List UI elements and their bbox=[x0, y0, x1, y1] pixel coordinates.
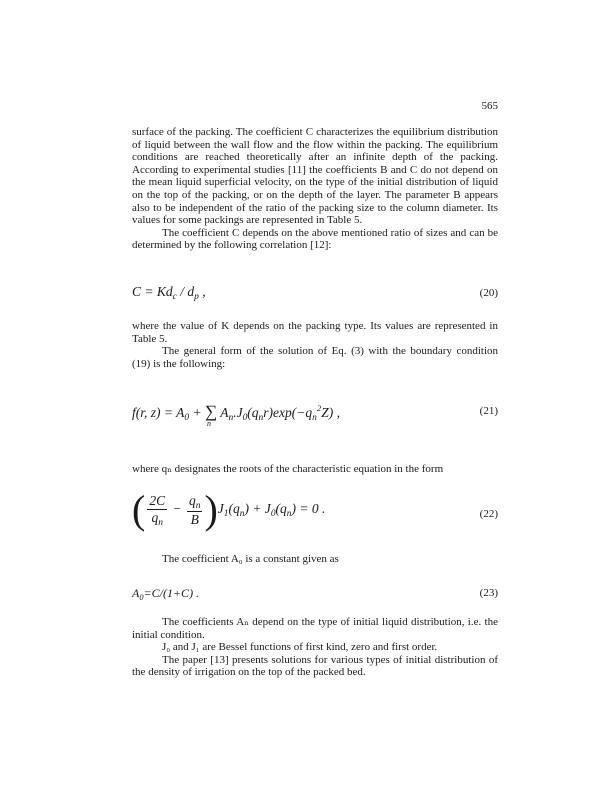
paragraph-3-text: where the value of K depends on the packing type. Its values are represented in Table 5. bbox=[132, 320, 498, 345]
paragraph-8-text: J₀ and J₁ are Bessel functions of first kind, zero and first order. bbox=[162, 641, 438, 654]
paragraph-2-text: The coefficient C depends on the above mentioned ratio of sizes and can be determined by the following correlation [12]: bbox=[132, 226, 498, 252]
equation-22-expression: ( $\frac{2C}{q_n}$ − $\frac{q_n}{B}$ )$J_1(q_n) + J_0(q_n) = 0$ . bbox=[132, 487, 326, 532]
paragraph-5 bbox=[132, 463, 498, 476]
equation-23-number: (23) bbox=[479, 587, 498, 599]
paragraph-9-text: The paper [13] presents solutions for various types of initial distribution of the density of irrigation on the top of the packed bed. bbox=[132, 653, 498, 679]
paragraph-3 bbox=[132, 320, 498, 370]
paragraph-6-text: The coefficient A₀ is a constant given as bbox=[162, 553, 339, 565]
equation-23-expression: $A_0=C/(1+C)$ . bbox=[132, 586, 200, 602]
equation-20-number: (20) bbox=[479, 287, 498, 299]
equation-21 bbox=[132, 402, 498, 432]
equation-20-expression: $C = Kd_c / d_p$ , bbox=[132, 284, 206, 302]
paragraph-1-text: surface of the packing. The coefficient C characterizes the equilibrium distribution of liquid between the wall flow and the flow within the packing. The equilibrium conditions are reached theoretically after an infinite depth of the packing. According to experimental studies [11] the coefficients B and C do not depend on the mean liquid superficial velocity, on the type of the initial distribution of liquid on the top of the packing, or on the depth of the layer. The parameter B appears also to be independent of the ratio of the packing size to the column diameter. Its values for some packings are represented in Table 5. bbox=[132, 126, 498, 227]
paragraph-5-text: where qₙ designates the roots of the characteristic equation in the form bbox=[132, 463, 444, 475]
equation-21-number: (21) bbox=[479, 405, 498, 417]
paragraph-4-text: The general form of the solution of Eq. (3) with the boundary condition (19) is the following: bbox=[132, 345, 498, 370]
paragraph-7-text: The coefficients Aₙ depend on the type of initial liquid distribution, i.e. the initial condition. bbox=[132, 616, 498, 641]
equation-22 bbox=[132, 487, 498, 538]
page-number: 565 bbox=[481, 100, 498, 112]
equation-23 bbox=[132, 584, 498, 606]
equation-22-number: (22) bbox=[479, 508, 498, 520]
paragraph-7 bbox=[132, 616, 498, 679]
equation-21-expression: f(r, $z) = A_0$ + ∑ n $A_n.J_0(q_nr)\exp(-q_n^2Z)$ , bbox=[132, 402, 340, 428]
paragraph-6 bbox=[132, 553, 498, 566]
equation-20 bbox=[132, 284, 498, 306]
paragraph-1 bbox=[132, 126, 498, 252]
